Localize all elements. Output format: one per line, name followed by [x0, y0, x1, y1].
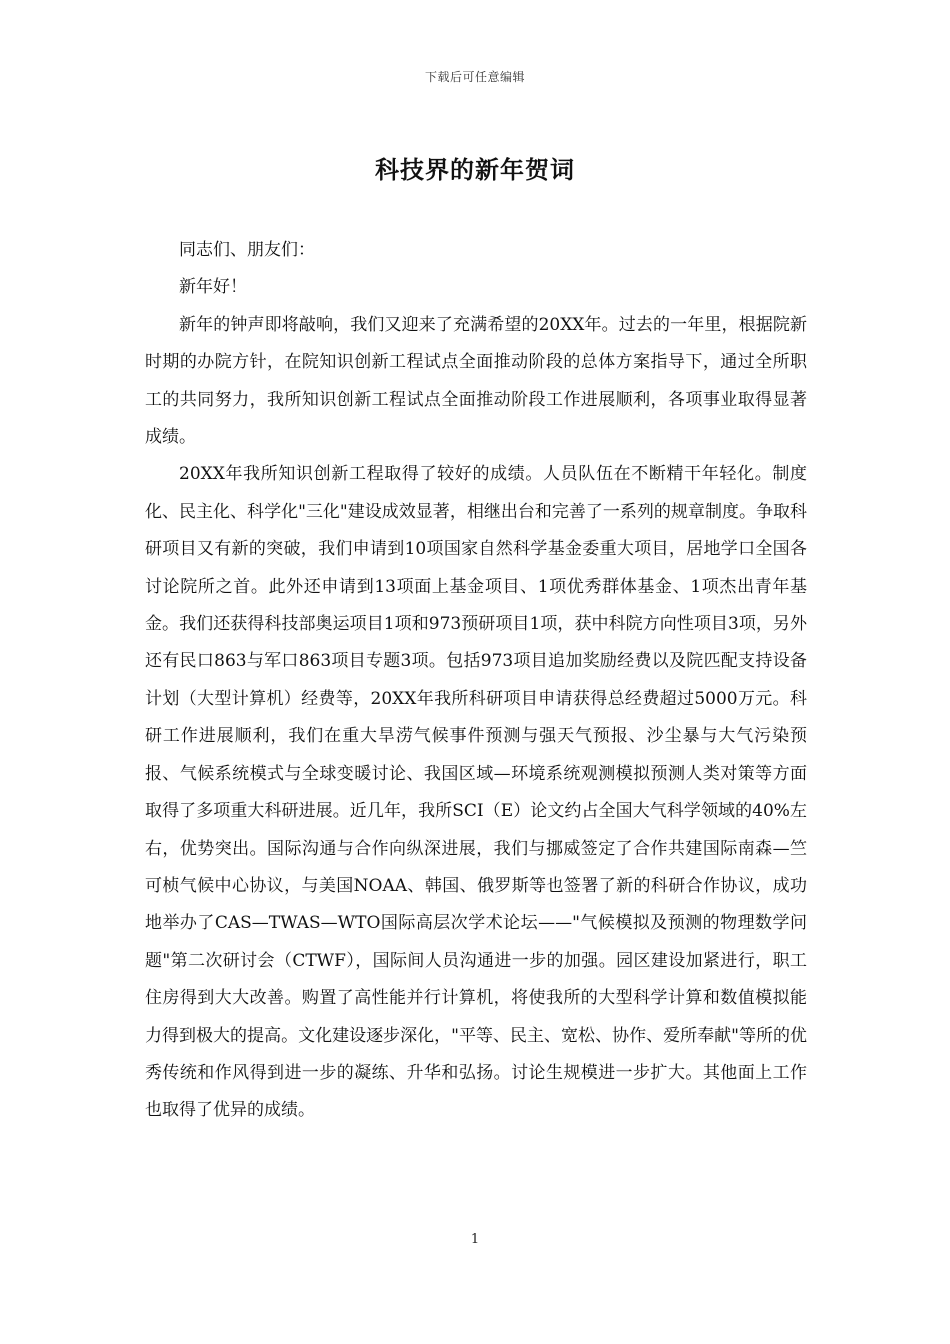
page-number: 1	[470, 1232, 480, 1247]
document-body	[145, 232, 807, 1130]
greeting: 新年好！	[179, 277, 247, 298]
body-paragraph-intro: 新年的钟声即将敲响，我们又迎来了充满希望的20XX年。过去的一年里，根据院新时期的办院方针，在院知识创新工程试点全面推动阶段的总体方案指导下，通过全所职工的共同努力，我所知识创新工程试点全面推动阶段工作进展顺利，各项事业取得显著成绩。	[145, 314, 807, 448]
header-note: 下载后可任意编辑	[424, 70, 525, 84]
document-title: 科技界的新年贺词	[375, 155, 575, 184]
salutation: 同志们、朋友们：	[179, 240, 315, 260]
body-paragraph-achievements: 20XX年我所知识创新工程取得了较好的成绩。人员队伍在不断精干年轻化。制度化、民主化、科学化"三化"建设成效显著，相继出台和完善了一系列的规章制度。争取科研项目又有新的突破，我们申请到10项国家自然科学基金委重大项目，居地学口全国各讨论院所之首。此外还申请到13项面上基金项目、1项优秀群体基金、1项杰出青年基金。我们还获得科技部奥运项目1项和973预研项目1项，获中科院方向性项目3项，另外还有民口863与军口863项目专题3项。包括973项目追加奖励经费以及院匹配支持设备计划（大型计算机）经费等，20XX年我所科研项目申请获得总经费超过5000万元。科研工作进展顺利，我们在重大旱涝气候事件预测与强天气预报、沙尘暴与大气污染预报、气候系统模式与全球变暖讨论、我国区域—环境系统观测模拟预测人类对策等方面取得了多项重大科研进展。近几年，我所SCI（E）论文约占全国大气科学领域的40%左右，优势突出。国际沟通与合作向纵深进展，我们与挪威签定了合作共建国际南森—竺可桢气候中心协议，与美国NOAA、韩国、俄罗斯等也签署了新的科研合作协议，成功地举办了CAS—TWAS—WTO国际高层次学术论坛——"气候模拟及预测的物理数学问题"第二次研讨会（CTWF），国际间人员沟通进一步的加强。园区建设加紧进行，职工住房得到大大改善。购置了高性能并行计算机，将使我所的大型科学计算和数值模拟能力得到极大的提高。文化建设逐步深化，"平等、民主、宽松、协作、爱所奉献"等所的优秀传统和作风得到进一步的凝练、升华和弘扬。讨论生规模进一步扩大。其他面上工作也取得了优异的成绩。	[145, 464, 807, 1121]
